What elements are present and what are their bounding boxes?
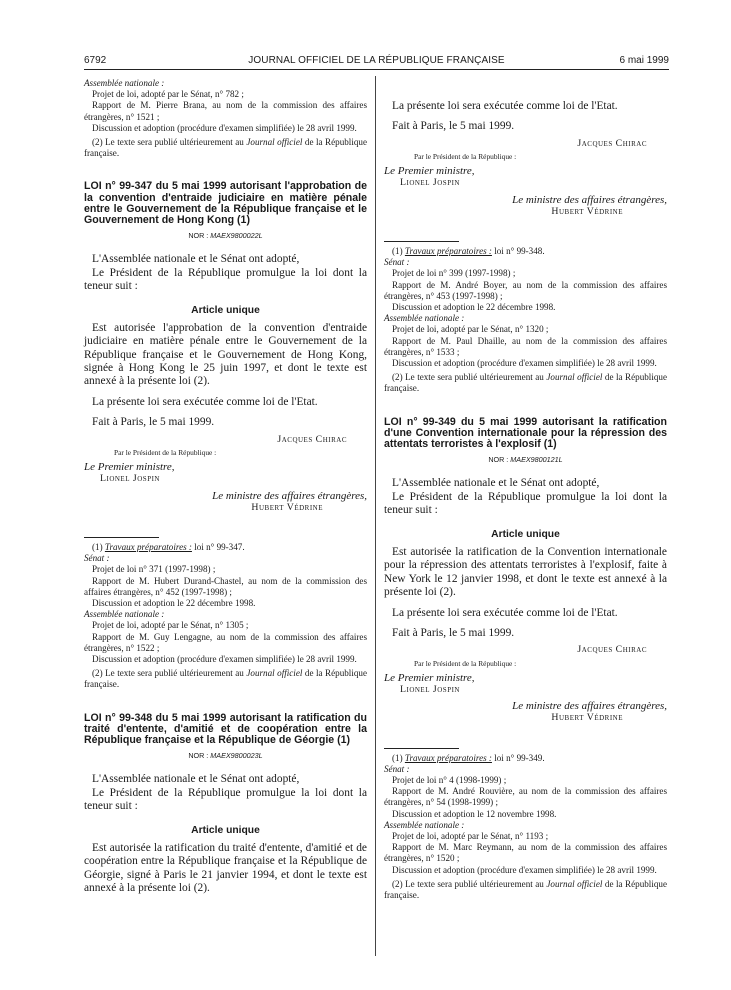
footnote-line: Discussion et adoption (procédure d'examen simplifiée) le 28 avril 1999. bbox=[392, 864, 657, 875]
footnote-line: Projet de loi, adopté par le Sénat, n° 782 ; bbox=[92, 89, 244, 100]
footnote-line: Rapport de M. Paul Dhaille, au nom de la commission des affaires étrangères, n° 1533 ; bbox=[384, 335, 667, 357]
nor-label: NOR : bbox=[488, 455, 509, 465]
ministre-title: Le ministre des affaires étrangères, bbox=[212, 489, 367, 502]
ministre-title: Le ministre des affaires étrangères, bbox=[512, 193, 667, 206]
article-heading: Article unique bbox=[191, 304, 260, 316]
ministre-title: Le ministre des affaires étrangères, bbox=[512, 700, 667, 713]
footnote-line: Projet de loi, adopté par le Sénat, n° 1320 ; bbox=[392, 324, 549, 335]
footnote-line: Rapport de M. André Boyer, au nom de la commission des affaires étrangères, n° 453 (1997-1998) ; bbox=[384, 279, 667, 301]
travaux-number: loi n° 99-349. bbox=[494, 752, 545, 763]
nor-code: MAEX9800022L bbox=[210, 231, 263, 241]
nor-reference bbox=[84, 750, 367, 761]
note-text: (2) Le texte sera publié ultérieurement au bbox=[392, 372, 547, 383]
adoption-text: L'Assemblée nationale et le Sénat ont adopté, bbox=[392, 477, 600, 490]
travaux-label: Travaux préparatoires : bbox=[104, 541, 192, 552]
senat-heading: Sénat : bbox=[384, 257, 410, 268]
footnote-line: Discussion et adoption (procédure d'examen simplifiée) le 28 avril 1999. bbox=[92, 122, 357, 133]
nor-label: NOR : bbox=[188, 751, 209, 761]
footnote-line: Discussion et adoption le 12 novembre 1998. bbox=[392, 808, 557, 819]
issue-date: 6 mai 1999 bbox=[619, 55, 669, 66]
premier-ministre-title: Le Premier ministre, bbox=[384, 671, 475, 684]
journal-officiel-ref: Journal officiel bbox=[246, 137, 303, 148]
publication-note bbox=[84, 668, 367, 690]
publication-note bbox=[384, 372, 667, 394]
travaux-number: loi n° 99-347. bbox=[194, 541, 245, 552]
execution-clause: La présente loi sera exécutée comme loi de l'Etat. bbox=[392, 606, 618, 619]
senat-heading: Sénat : bbox=[84, 553, 110, 564]
law-title-99-349: LOI n° 99-349 du 5 mai 1999 autorisant la ratification d'une Convention internationale pour la répression des attentats terroristes à l'explosif (1) bbox=[384, 415, 667, 451]
assemblee-heading: Assemblée nationale : bbox=[84, 609, 165, 620]
premier-ministre-title: Le Premier ministre, bbox=[384, 165, 475, 178]
ministre-name: Hubert Védrine bbox=[551, 712, 623, 724]
footnote-rule bbox=[84, 537, 159, 538]
left-column bbox=[84, 78, 367, 895]
travaux-number: loi n° 99-348. bbox=[494, 246, 545, 257]
journal-officiel-ref: Journal officiel bbox=[246, 668, 303, 679]
par-le-president: Par le Président de la République : bbox=[114, 447, 217, 457]
footnote-line: Rapport de M. Pierre Brana, au nom de la commission des affaires étrangères, n° 1521 ; bbox=[84, 100, 367, 122]
footnote-rule bbox=[384, 748, 459, 749]
note-text: de la République française. bbox=[384, 372, 667, 394]
article-body: Est autorisée la ratification du traité d'entente, d'amitié et de coopération entre la République française et la République de Géorgie, signé à Paris le 21 janvier 1994, et dont le texte est annexé à la présente loi (2). bbox=[84, 841, 367, 895]
column-divider bbox=[375, 76, 376, 956]
footnote-line: Projet de loi, adopté par le Sénat, n° 1305 ; bbox=[92, 620, 249, 631]
footnote-line: Discussion et adoption (procédure d'examen simplifiée) le 28 avril 1999. bbox=[92, 653, 357, 664]
execution-clause: La présente loi sera exécutée comme loi de l'Etat. bbox=[92, 395, 318, 408]
publication-note bbox=[84, 137, 367, 159]
footnote-line: Rapport de M. Guy Lengagne, au nom de la commission des affaires étrangères, n° 1522 ; bbox=[84, 631, 367, 653]
journal-officiel-ref: Journal officiel bbox=[546, 372, 603, 383]
article-body: Est autorisée l'approbation de la convention d'entraide judiciaire en matière pénale entre le Gouvernement de la République française et le Gouvernement de Hong Kong, signée à Hong Kong le 25 juin 1997, et dont le texte est annexé à la présente loi (2). bbox=[84, 321, 367, 388]
president-signature: Jacques Chirac bbox=[277, 433, 347, 445]
adoption-text: L'Assemblée nationale et le Sénat ont adopté, bbox=[92, 253, 300, 266]
footnote-line: Projet de loi n° 399 (1997-1998) ; bbox=[392, 268, 516, 279]
ministre-name: Hubert Védrine bbox=[551, 205, 623, 217]
publication-note bbox=[384, 879, 667, 901]
note-text: de la République française. bbox=[84, 668, 367, 690]
note-text: (2) Le texte sera publié ultérieurement au bbox=[392, 878, 547, 889]
journal-title: JOURNAL OFFICIEL DE LA RÉPUBLIQUE FRANÇAISE bbox=[248, 55, 505, 66]
law-title-99-347: LOI n° 99-347 du 5 mai 1999 autorisant l'approbation de la convention d'entraide judiciaire en matière pénale entre le Gouvernement de la République française et le Gouvernement de Hong Kong (1) bbox=[84, 180, 367, 227]
travaux-preparatoires: (1) Travaux préparatoires : loi n° 99-347. bbox=[92, 541, 245, 552]
footnote-line: Discussion et adoption le 22 décembre 1998. bbox=[392, 302, 556, 313]
nor-reference bbox=[84, 230, 367, 241]
travaux-preparatoires: (1) Travaux préparatoires : loi n° 99-348. bbox=[392, 246, 545, 257]
right-column bbox=[384, 100, 667, 901]
footnote-rule bbox=[384, 241, 459, 242]
note-text: de la République française. bbox=[384, 878, 667, 900]
footnote-line: Rapport de M. Hubert Durand-Chastel, au nom de la commission des affaires étrangères, n° 452 (1997-1998) ; bbox=[84, 575, 367, 597]
premier-ministre-name: Lionel Jospin bbox=[100, 473, 160, 485]
footnote-line: Projet de loi n° 371 (1997-1998) ; bbox=[92, 564, 216, 575]
president-signature: Jacques Chirac bbox=[577, 137, 647, 149]
nor-label: NOR : bbox=[188, 231, 209, 241]
president-signature: Jacques Chirac bbox=[577, 644, 647, 656]
travaux-label: Travaux préparatoires : bbox=[404, 246, 492, 257]
note-text: de la République française. bbox=[84, 137, 367, 159]
signature-place-date: Fait à Paris, le 5 mai 1999. bbox=[92, 416, 215, 429]
promulgation-text: Le Président de la République promulgue la loi dont la teneur suit : bbox=[84, 786, 367, 813]
signature-place-date: Fait à Paris, le 5 mai 1999. bbox=[392, 626, 515, 639]
footnote-line: Rapport de M. André Rouvière, au nom de la commission des affaires étrangères, n° 54 (1998-1999) ; bbox=[384, 786, 667, 808]
article-body: Est autorisée la ratification de la Convention internationale pour la répression des attentats terroristes à l'explosif, faite à New York le 12 janvier 1998, et dont le texte est annexé à la présente loi (2). bbox=[384, 545, 667, 599]
note-text: (2) Le texte sera publié ultérieurement au bbox=[92, 668, 247, 679]
law-title-99-348: LOI n° 99-348 du 5 mai 1999 autorisant la ratification du traité d'entente, d'amitié et de coopération entre la République française et la République de Géorgie (1) bbox=[84, 711, 367, 746]
article-heading: Article unique bbox=[191, 824, 260, 836]
promulgation-text: Le Président de la République promulgue la loi dont la teneur suit : bbox=[84, 266, 367, 293]
note-text: (2) Le texte sera publié ultérieurement au bbox=[92, 137, 247, 148]
premier-ministre-name: Lionel Jospin bbox=[400, 683, 460, 695]
footnote-line: Rapport de M. Marc Reymann, au nom de la commission des affaires étrangères, n° 1520 ; bbox=[384, 842, 667, 864]
premier-ministre-title: Le Premier ministre, bbox=[84, 461, 175, 474]
footnote-line: Projet de loi n° 4 (1998-1999) ; bbox=[392, 774, 507, 785]
journal-officiel-ref: Journal officiel bbox=[546, 878, 603, 889]
ministre-name: Hubert Védrine bbox=[251, 501, 323, 513]
assemblee-heading: Assemblée nationale : bbox=[84, 78, 165, 88]
travaux-label: Travaux préparatoires : bbox=[404, 752, 492, 763]
premier-ministre-name: Lionel Jospin bbox=[400, 177, 460, 189]
article-heading: Article unique bbox=[491, 528, 560, 540]
footnote-line: Projet de loi, adopté par le Sénat, n° 1193 ; bbox=[392, 830, 549, 841]
footnote-line: Discussion et adoption (procédure d'examen simplifiée) le 28 avril 1999. bbox=[392, 358, 657, 369]
page-header bbox=[84, 53, 669, 69]
nor-reference bbox=[384, 454, 667, 465]
nor-code: MAEX9800023L bbox=[210, 751, 263, 761]
senat-heading: Sénat : bbox=[384, 763, 410, 774]
adoption-text: L'Assemblée nationale et le Sénat ont adopté, bbox=[92, 773, 300, 786]
header-rule bbox=[84, 69, 669, 70]
assemblee-heading: Assemblée nationale : bbox=[384, 313, 465, 324]
footnote-line: Discussion et adoption le 22 décembre 1998. bbox=[92, 597, 256, 608]
execution-clause: La présente loi sera exécutée comme loi de l'Etat. bbox=[392, 100, 618, 112]
nor-code: MAEX9800121L bbox=[510, 455, 563, 465]
promulgation-text: Le Président de la République promulgue la loi dont la teneur suit : bbox=[384, 490, 667, 517]
signature-place-date: Fait à Paris, le 5 mai 1999. bbox=[392, 120, 515, 133]
assemblee-heading: Assemblée nationale : bbox=[384, 819, 465, 830]
par-le-president: Par le Président de la République : bbox=[414, 658, 517, 668]
travaux-preparatoires: (1) Travaux préparatoires : loi n° 99-349. bbox=[392, 752, 545, 763]
par-le-president: Par le Président de la République : bbox=[414, 152, 517, 162]
page-number: 6792 bbox=[84, 55, 107, 66]
